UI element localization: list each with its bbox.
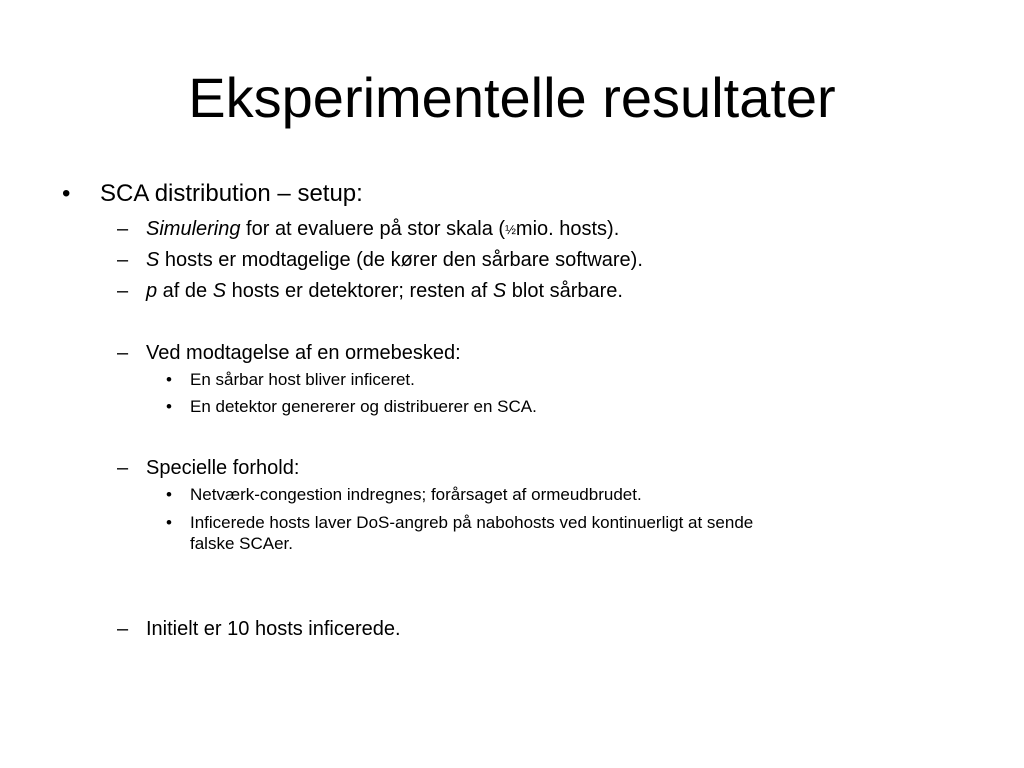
dash-marker: – xyxy=(117,218,129,240)
dash-marker: – xyxy=(117,342,129,364)
sub-bullet-text: Netværk-congestion indregnes; forårsaget af ormeudbrudet. xyxy=(190,485,642,504)
text-segment: af de xyxy=(157,280,213,302)
text-segment: mio. hosts). xyxy=(515,218,620,240)
sub-bullet-marker: • xyxy=(166,485,172,504)
dash-marker: – xyxy=(117,280,129,302)
text-segment: hosts er detektorer; resten af xyxy=(226,280,493,302)
dash-text xyxy=(146,248,643,272)
dash-text xyxy=(146,217,619,242)
sub-bullet-text: falske SCAer. xyxy=(190,534,293,553)
sub-bullet-text: Inficerede hosts laver DoS-angreb på nabohosts ved kontinuerligt at sende xyxy=(190,513,754,532)
dash-text: Ved modtagelse af en ormebesked: xyxy=(146,342,461,364)
text-segment: for at evaluere på stor skala ( xyxy=(240,218,506,240)
half-symbol: ½ xyxy=(505,222,516,237)
italic-term: Simulering xyxy=(146,218,241,240)
italic-term: S xyxy=(212,280,227,302)
sub-bullet-marker: • xyxy=(166,513,172,532)
sub-bullet-text: En sårbar host bliver inficeret. xyxy=(190,370,415,389)
text-segment: blot sårbare. xyxy=(506,280,623,302)
bullet-marker: • xyxy=(62,180,71,207)
sub-bullet-marker: • xyxy=(166,397,172,416)
dash-marker: – xyxy=(117,249,129,271)
sub-bullet-marker: • xyxy=(166,370,172,389)
bullet-text: SCA distribution – setup: xyxy=(100,180,363,207)
italic-term: S xyxy=(492,280,507,302)
dash-text: Initielt er 10 hosts inficerede. xyxy=(146,618,401,640)
dash-marker: – xyxy=(117,457,129,479)
sub-bullet-text: En detektor genererer og distribuerer en SCA. xyxy=(190,397,537,416)
dash-marker: – xyxy=(117,618,129,640)
text-segment: hosts er modtagelige (de kører den sårbare software). xyxy=(159,249,643,271)
italic-term: S xyxy=(146,249,160,271)
dash-text: Specielle forhold: xyxy=(146,457,300,479)
dash-text xyxy=(146,279,623,303)
italic-term: p xyxy=(146,280,158,302)
slide-title: Eksperimentelle resultater xyxy=(188,66,836,129)
